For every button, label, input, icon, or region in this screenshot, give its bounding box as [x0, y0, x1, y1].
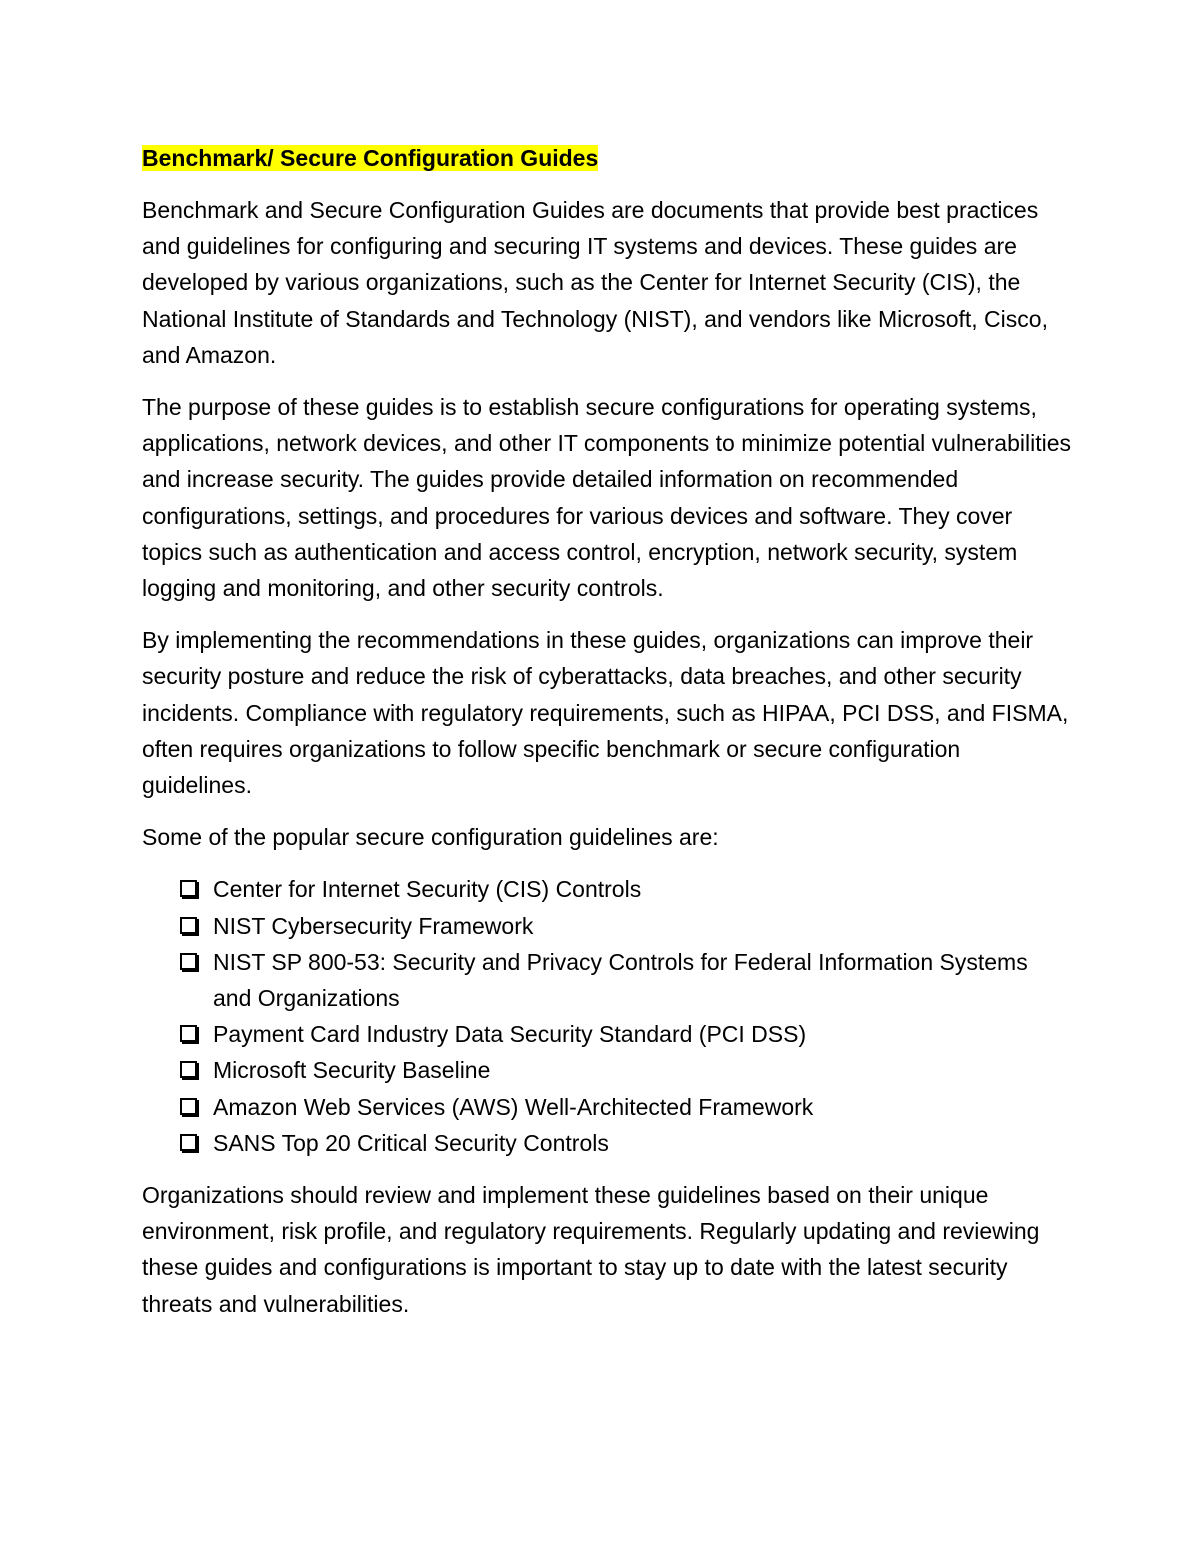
list-intro: Some of the popular secure configuration guidelines are: [142, 824, 719, 851]
highlighted-heading-text: Benchmark/ Secure Configuration Guides [142, 145, 599, 171]
list-item-text: SANS Top 20 Critical Security Controls [213, 1129, 609, 1156]
paragraph-intro: Benchmark and Secure Configuration Guides are documents that provide best practices and guidelines for configuring and securing IT systems and devices. These guides are developed by various organizations, such as the Center for Internet Security (CIS), the National Institute of Standards and Technology (NIST), and vendors like Microsoft, Cisco, and Amazon. [142, 197, 1048, 368]
list-item-text: Amazon Web Services (AWS) Well-Architected Framework [213, 1093, 814, 1120]
document-heading [142, 140, 1072, 176]
list-item [180, 908, 1072, 944]
list-item [180, 1089, 1072, 1125]
checkbox-icon [180, 917, 197, 934]
list-item [180, 1016, 1072, 1052]
checkbox-icon [180, 1025, 197, 1042]
list-item-text: NIST Cybersecurity Framework [213, 912, 534, 939]
list-item [180, 944, 1072, 1016]
list-item-text: Center for Internet Security (CIS) Controls [213, 876, 642, 903]
checkbox-icon [180, 1061, 197, 1078]
checkbox-icon [180, 1098, 197, 1115]
list-item-text: Microsoft Security Baseline [213, 1057, 491, 1084]
guidelines-list [142, 871, 1072, 1161]
checkbox-icon [180, 1134, 197, 1151]
paragraph-closing: Organizations should review and implement these guidelines based on their unique environment, risk profile, and regulatory requirements. Regularly updating and reviewing these guides and configurations is important to stay up to date with the latest security threats and vulnerabilities. [142, 1182, 1040, 1317]
paragraph-purpose: The purpose of these guides is to establish secure configurations for operating systems, applications, network devices, and other IT components to minimize potential vulnerabilities and increase security. The guides provide detailed information on recommended configurations, settings, and procedures for various devices and software. They cover topics such as authentication and access control, encryption, network security, system logging and monitoring, and other security controls. [142, 394, 1072, 602]
list-item [180, 871, 1072, 907]
list-item [180, 1125, 1072, 1161]
document-page [142, 140, 1072, 1338]
checkbox-icon [180, 880, 197, 897]
paragraph-implementation: By implementing the recommendations in these guides, organizations can improve their security posture and reduce the risk of cyberattacks, data breaches, and other security incidents. Compliance with regulatory requirements, such as HIPAA, PCI DSS, and FISMA, often requires organizations to follow specific benchmark or secure configuration guidelines. [142, 627, 1069, 799]
checkbox-icon [180, 953, 197, 970]
list-item-text: NIST SP 800-53: Security and Privacy Controls for Federal Information Systems and Organizations [213, 948, 1028, 1012]
list-item-text: Payment Card Industry Data Security Standard (PCI DSS) [213, 1021, 807, 1048]
list-item [180, 1052, 1072, 1088]
